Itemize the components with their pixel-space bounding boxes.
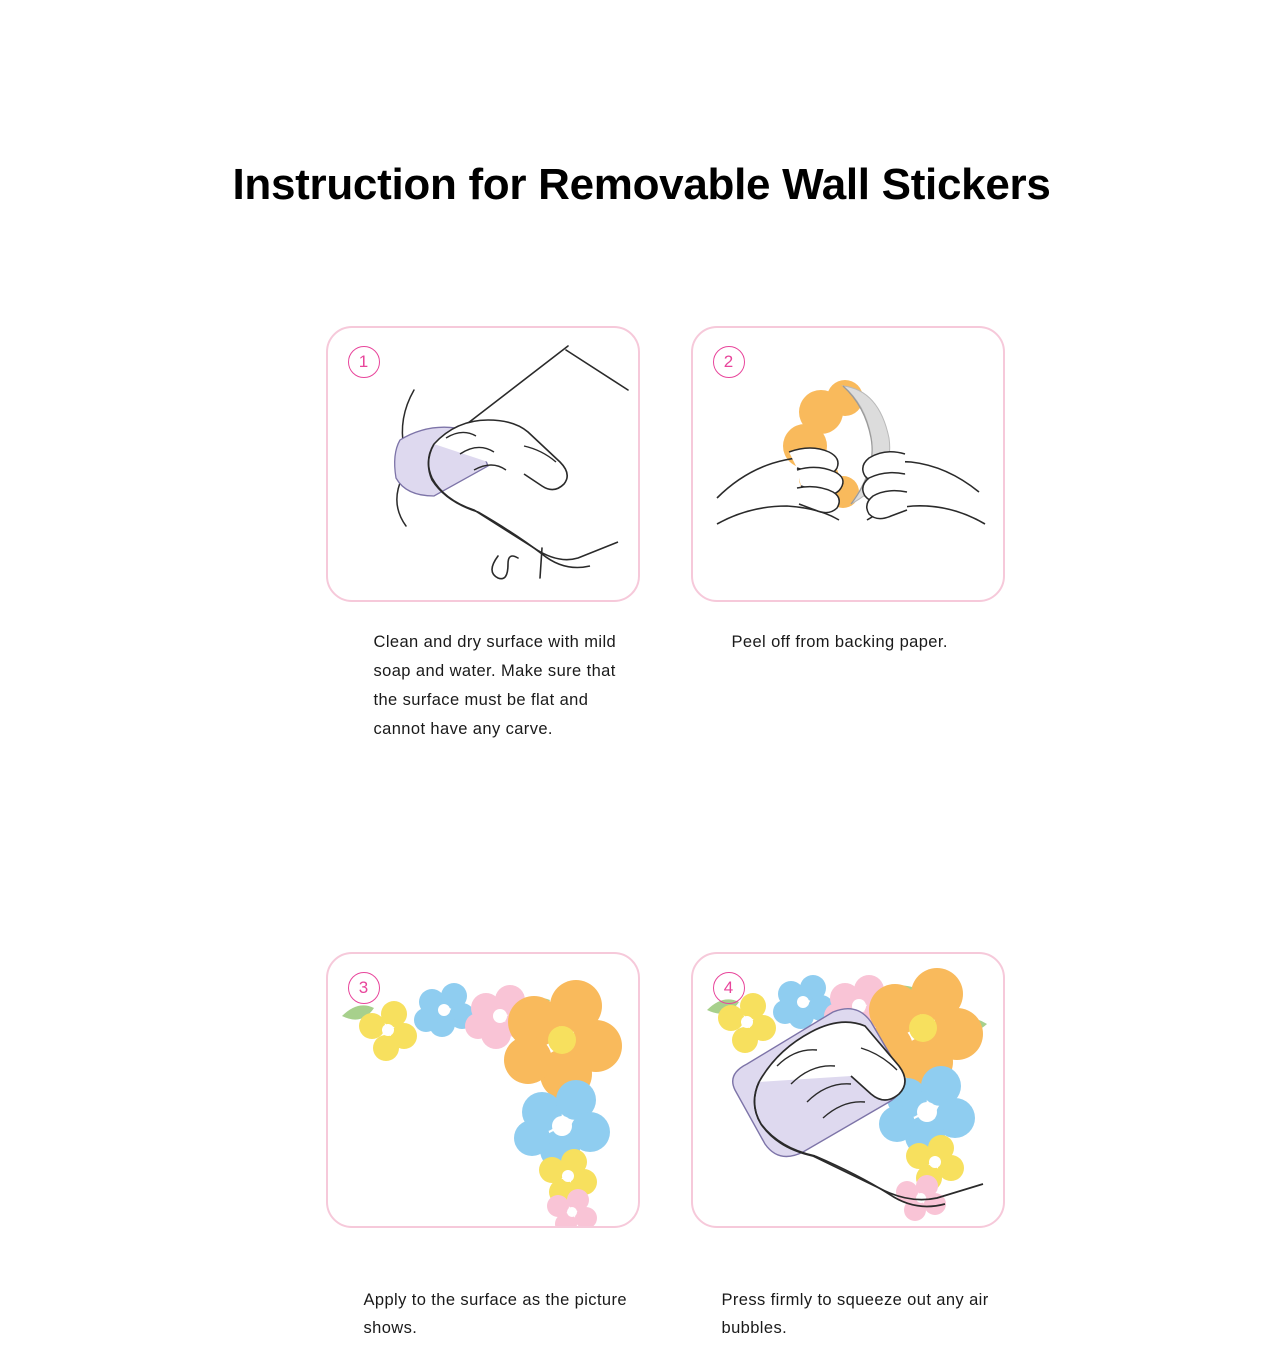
step-1-badge: 1 <box>348 346 380 378</box>
step-2-illustration <box>691 326 1005 602</box>
step-2-caption: Peel off from backing paper. <box>731 633 948 651</box>
step-1-caption: Clean and dry surface with mild soap and water. Make sure that the surface must be flat and cannot have any carve. <box>373 633 617 738</box>
step-4 <box>665 952 1030 1344</box>
steps-row-top <box>300 326 1030 744</box>
step-4-badge: 4 <box>713 972 745 1004</box>
step-1 <box>300 326 665 744</box>
step-2 <box>665 326 1030 744</box>
step-3 <box>300 952 665 1344</box>
steps-row-bottom <box>300 952 1030 1344</box>
step-3-badge: 3 <box>348 972 380 1004</box>
step-4-illustration <box>691 952 1005 1228</box>
page-title: Instruction for Removable Wall Stickers <box>232 160 1051 209</box>
step-3-illustration <box>326 952 640 1228</box>
steps-grid <box>300 326 1030 1343</box>
step-4-caption: Press firmly to squeeze out any air bubbles. <box>721 1290 989 1338</box>
step-3-caption: Apply to the surface as the picture shows. <box>363 1290 627 1338</box>
step-1-illustration <box>326 326 640 602</box>
step-2-badge: 2 <box>713 346 745 378</box>
